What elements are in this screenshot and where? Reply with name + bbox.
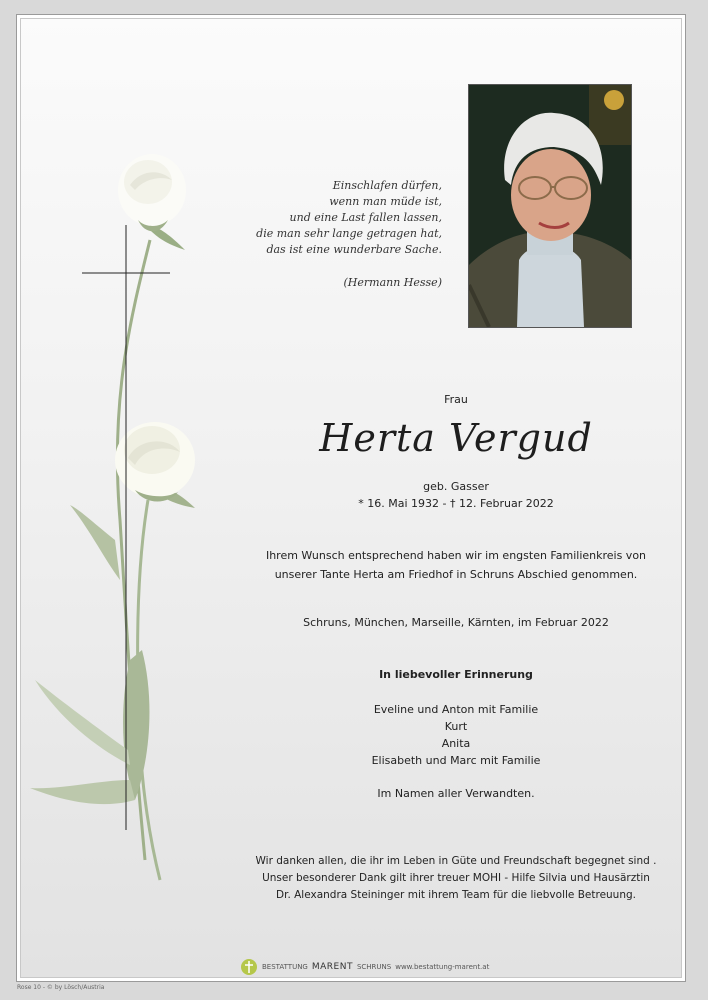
footer-town: SCHRUNS <box>356 963 392 971</box>
funeral-home-footer <box>240 958 489 976</box>
footer-url: www.bestattung-marent.at <box>395 963 490 971</box>
footer-brand: MARENT <box>311 962 353 972</box>
thanks-paragraph <box>230 853 682 904</box>
relatives-line: Im Namen aller Verwandten. <box>377 787 535 800</box>
places-date: Schruns, München, Marseille, Kärnten, im Februar 2022 <box>303 616 609 629</box>
thanks-line: Unser besonderer Dank gilt ihrer treuer MOHI - Hilfe Silvia und Hausärztin <box>262 872 650 884</box>
born-name: geb. Gasser <box>423 480 489 493</box>
footer-prefix: BESTATTUNG <box>262 963 308 971</box>
family-member: Kurt <box>444 720 468 733</box>
quote-line: das ist eine wunderbare Sache. <box>266 243 442 256</box>
family-list <box>230 701 682 769</box>
leaf-logo-icon <box>240 958 258 976</box>
quote-line: wenn man müde ist, <box>329 195 442 208</box>
quote-line: die man sehr lange getragen hat, <box>256 227 442 240</box>
paragraph-line: unserer Tante Herta am Friedhof in Schruns Abschied genommen. <box>274 568 638 581</box>
family-member: Eveline und Anton mit Familie <box>373 703 539 716</box>
thanks-line: Wir danken allen, die ihr im Leben in Güte und Freundschaft begegnet sind . <box>255 855 657 867</box>
remembrance-heading: In liebevoller Erinnerung <box>379 668 533 681</box>
hesse-quote <box>220 178 442 258</box>
life-dates: * 16. Mai 1932 - † 12. Februar 2022 <box>358 497 554 510</box>
portrait-photo <box>468 84 632 328</box>
quote-author: (Hermann Hesse) <box>343 276 442 289</box>
copyright-note: Rose 10 - © by Lösch/Austria <box>17 984 105 991</box>
title-label: Frau <box>444 393 468 406</box>
deceased-name: Herta Vergud <box>319 416 593 460</box>
white-roses-illustration <box>20 140 220 900</box>
family-member: Elisabeth und Marc mit Familie <box>371 754 541 767</box>
quote-line: Einschlafen dürfen, <box>332 179 442 192</box>
family-member: Anita <box>441 737 471 750</box>
paragraph-line: Ihrem Wunsch entsprechend haben wir im engsten Familienkreis von <box>265 549 647 562</box>
thanks-line: Dr. Alexandra Steininger mit ihrem Team für die liebvolle Betreuung. <box>276 889 636 901</box>
farewell-paragraph <box>230 546 682 584</box>
quote-line: und eine Last fallen lassen, <box>289 211 442 224</box>
